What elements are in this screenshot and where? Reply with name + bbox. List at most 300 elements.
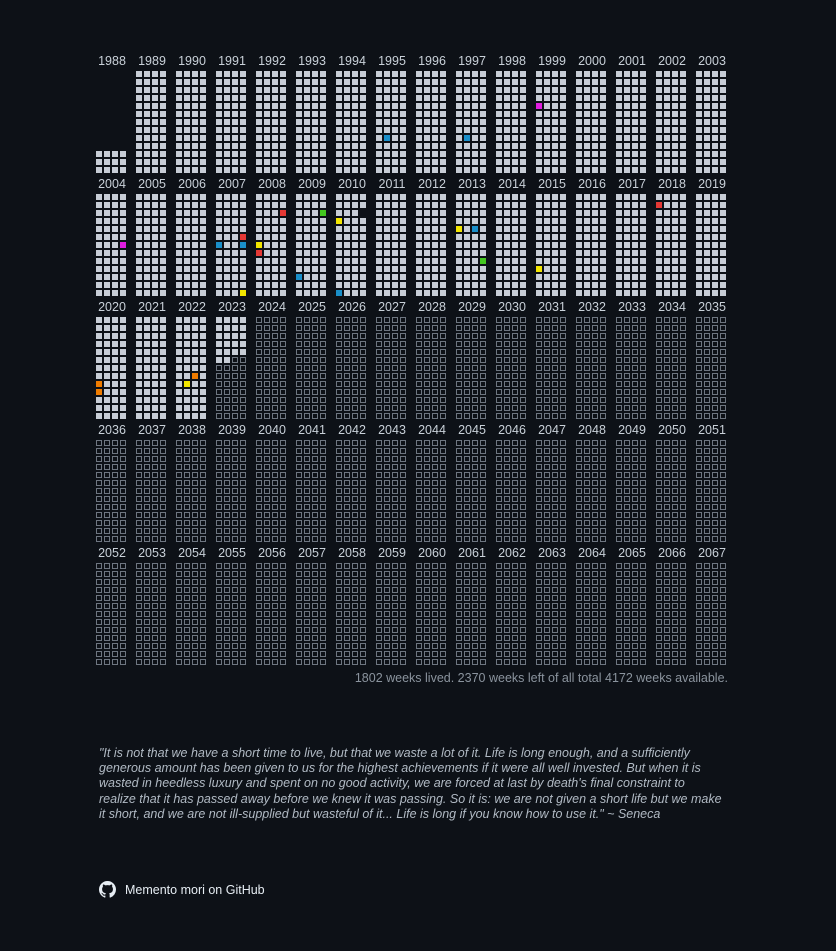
week-cell-future bbox=[704, 397, 710, 403]
week-cell-future bbox=[672, 389, 678, 395]
week-cell-future bbox=[320, 659, 326, 665]
week-cell-future bbox=[120, 496, 126, 502]
week-cell-future bbox=[536, 579, 542, 585]
week-cell-lived bbox=[256, 202, 262, 208]
week-cell-future bbox=[456, 325, 462, 331]
week-cell-future bbox=[320, 456, 326, 462]
week-cell-lived bbox=[624, 218, 630, 224]
week-cell-future bbox=[440, 635, 446, 641]
week-cell-future bbox=[560, 317, 566, 323]
week-cell-lived bbox=[352, 290, 358, 296]
week-cell-future bbox=[464, 405, 470, 411]
week-cell-lived bbox=[304, 127, 310, 133]
week-cell-future bbox=[440, 397, 446, 403]
year-weeks bbox=[616, 194, 646, 296]
week-cell-future bbox=[544, 317, 550, 323]
week-cell-lived bbox=[192, 242, 198, 248]
week-cell-future bbox=[520, 464, 526, 470]
week-cell-lived bbox=[576, 119, 582, 125]
week-cell-future bbox=[680, 440, 686, 446]
week-cell-future bbox=[440, 341, 446, 347]
week-cell-future bbox=[712, 488, 718, 494]
week-cell-future bbox=[120, 651, 126, 657]
week-cell-lived bbox=[704, 135, 710, 141]
week-cell-lived bbox=[496, 194, 502, 200]
week-cell-future bbox=[664, 488, 670, 494]
week-cell-lived bbox=[344, 202, 350, 208]
week-cell-future bbox=[432, 643, 438, 649]
week-cell-future bbox=[136, 587, 142, 593]
week-cell-future bbox=[272, 317, 278, 323]
week-cell-lived bbox=[200, 167, 206, 173]
week-cell-lived bbox=[352, 151, 358, 157]
week-cell-lived bbox=[504, 274, 510, 280]
week-cell-future bbox=[704, 464, 710, 470]
year-label: 2046 bbox=[498, 423, 526, 437]
week-cell-future bbox=[424, 520, 430, 526]
week-cell-future bbox=[320, 643, 326, 649]
week-cell-future bbox=[664, 389, 670, 395]
week-cell-lived bbox=[152, 317, 158, 323]
week-cell-future bbox=[480, 440, 486, 446]
week-cell-lived bbox=[536, 159, 542, 165]
week-cell-lived bbox=[264, 258, 270, 264]
week-cell-lived bbox=[520, 290, 526, 296]
year-label: 2042 bbox=[338, 423, 366, 437]
week-cell-future bbox=[592, 659, 598, 665]
week-cell-lived bbox=[96, 250, 102, 256]
week-cell-lived bbox=[144, 127, 150, 133]
week-cell-future bbox=[520, 472, 526, 478]
week-cell-future bbox=[136, 464, 142, 470]
week-cell-future bbox=[464, 579, 470, 585]
week-cell-future bbox=[384, 472, 390, 478]
week-cell-future bbox=[112, 571, 118, 577]
week-cell-lived bbox=[160, 325, 166, 331]
week-cell-future bbox=[224, 456, 230, 462]
week-cell-lived bbox=[456, 258, 462, 264]
week-cell-lived bbox=[552, 135, 558, 141]
week-cell-lived bbox=[264, 234, 270, 240]
week-cell-lived bbox=[176, 413, 182, 419]
week-cell-future bbox=[680, 595, 686, 601]
week-cell-future bbox=[192, 619, 198, 625]
week-cell-lived bbox=[200, 119, 206, 125]
year-weeks bbox=[216, 317, 246, 419]
week-cell-future bbox=[312, 413, 318, 419]
week-cell-future bbox=[336, 456, 342, 462]
week-cell-future bbox=[592, 528, 598, 534]
week-cell-lived bbox=[152, 226, 158, 232]
week-cell-future bbox=[584, 571, 590, 577]
week-cell-future bbox=[720, 496, 726, 502]
week-cell-future bbox=[320, 464, 326, 470]
week-cell-future bbox=[120, 587, 126, 593]
week-cell-lived bbox=[352, 266, 358, 272]
week-cell-future bbox=[696, 512, 702, 518]
week-cell-lived bbox=[504, 210, 510, 216]
week-cell-lived bbox=[680, 143, 686, 149]
week-cell-future bbox=[384, 325, 390, 331]
week-cell-lived bbox=[464, 250, 470, 256]
week-cell-lived bbox=[176, 325, 182, 331]
week-cell-lived bbox=[184, 127, 190, 133]
week-cell-future bbox=[592, 571, 598, 577]
week-cell-future bbox=[384, 520, 390, 526]
week-cell-lived bbox=[416, 87, 422, 93]
week-cell-lived bbox=[344, 290, 350, 296]
week-cell-lived bbox=[672, 111, 678, 117]
week-cell-future bbox=[672, 627, 678, 633]
week-cell-future bbox=[552, 659, 558, 665]
week-cell-future bbox=[224, 659, 230, 665]
week-cell-future bbox=[400, 472, 406, 478]
week-cell-lived bbox=[160, 234, 166, 240]
week-cell-lived bbox=[160, 413, 166, 419]
week-cell-lived bbox=[704, 159, 710, 165]
week-cell-future bbox=[144, 456, 150, 462]
week-cell-future bbox=[592, 405, 598, 411]
week-cell-future bbox=[664, 365, 670, 371]
week-cell-future bbox=[624, 333, 630, 339]
week-cell-lived bbox=[696, 282, 702, 288]
week-cell-future bbox=[384, 619, 390, 625]
week-cell-lived bbox=[680, 266, 686, 272]
week-cell-lived bbox=[160, 135, 166, 141]
week-cell-future bbox=[576, 571, 582, 577]
week-cell-lived bbox=[456, 103, 462, 109]
week-cell-future bbox=[592, 472, 598, 478]
week-cell-future bbox=[720, 520, 726, 526]
week-cell-future bbox=[392, 528, 398, 534]
week-cell-future bbox=[352, 587, 358, 593]
week-cell-future bbox=[680, 397, 686, 403]
week-cell-future bbox=[592, 611, 598, 617]
week-cell-lived bbox=[600, 274, 606, 280]
week-cell-lived bbox=[704, 167, 710, 173]
week-cell-future bbox=[584, 381, 590, 387]
week-cell-lived bbox=[552, 194, 558, 200]
week-cell-lived bbox=[144, 397, 150, 403]
week-cell-future bbox=[472, 480, 478, 486]
week-cell-lived bbox=[616, 266, 622, 272]
week-cell-future bbox=[352, 349, 358, 355]
week-cell-lived bbox=[280, 159, 286, 165]
week-cell-future bbox=[704, 595, 710, 601]
week-cell-future bbox=[624, 488, 630, 494]
week-cell-future bbox=[120, 448, 126, 454]
week-cell-lived bbox=[496, 226, 502, 232]
week-cell-future bbox=[536, 512, 542, 518]
week-cell-future bbox=[320, 448, 326, 454]
week-cell-future bbox=[104, 563, 110, 569]
week-cell-future bbox=[96, 603, 102, 609]
week-cell-lived bbox=[696, 274, 702, 280]
week-cell-lived bbox=[504, 250, 510, 256]
week-cell-future bbox=[576, 397, 582, 403]
week-cell-future bbox=[664, 536, 670, 542]
week-cell-future bbox=[184, 528, 190, 534]
week-cell-lived bbox=[296, 266, 302, 272]
week-cell-future bbox=[352, 563, 358, 569]
week-cell-lived bbox=[112, 258, 118, 264]
github-link[interactable] bbox=[99, 881, 265, 898]
week-cell-future bbox=[720, 357, 726, 363]
week-cell-future bbox=[352, 464, 358, 470]
week-cell-future bbox=[296, 619, 302, 625]
week-cell-future bbox=[240, 659, 246, 665]
week-cell-future bbox=[256, 528, 262, 534]
week-cell-lived bbox=[456, 95, 462, 101]
week-cell-future bbox=[264, 496, 270, 502]
week-cell-future bbox=[664, 317, 670, 323]
week-cell-future bbox=[560, 528, 566, 534]
week-cell-future bbox=[680, 472, 686, 478]
week-cell-future bbox=[520, 405, 526, 411]
week-cell-lived bbox=[416, 194, 422, 200]
week-cell-lived bbox=[320, 290, 326, 296]
week-cell-lived bbox=[720, 282, 726, 288]
week-cell-future bbox=[664, 659, 670, 665]
week-cell-future bbox=[616, 464, 622, 470]
week-cell-future bbox=[552, 373, 558, 379]
week-cell-future bbox=[312, 563, 318, 569]
week-cell-future bbox=[120, 512, 126, 518]
week-cell-future bbox=[712, 456, 718, 462]
week-cell-future bbox=[680, 317, 686, 323]
week-cell-lived bbox=[600, 218, 606, 224]
year-weeks bbox=[216, 440, 246, 542]
week-cell-lived bbox=[664, 226, 670, 232]
week-cell-lived bbox=[144, 274, 150, 280]
week-cell-future bbox=[712, 528, 718, 534]
week-cell-lived bbox=[320, 119, 326, 125]
week-cell-future bbox=[200, 635, 206, 641]
year-weeks bbox=[576, 317, 606, 419]
week-cell-lived bbox=[200, 87, 206, 93]
week-cell-lived bbox=[304, 258, 310, 264]
week-cell-future bbox=[664, 651, 670, 657]
week-cell-future bbox=[360, 448, 366, 454]
week-cell-future bbox=[160, 464, 166, 470]
week-cell-future bbox=[504, 448, 510, 454]
week-cell-future bbox=[432, 496, 438, 502]
week-cell-future bbox=[640, 579, 646, 585]
week-cell-lived bbox=[144, 258, 150, 264]
week-cell-lived bbox=[136, 405, 142, 411]
week-cell-future bbox=[544, 611, 550, 617]
week-cell-future bbox=[144, 440, 150, 446]
week-cell-future bbox=[376, 571, 382, 577]
week-cell-future bbox=[320, 627, 326, 633]
week-cell-lived bbox=[392, 143, 398, 149]
week-cell-future bbox=[656, 472, 662, 478]
week-cell-lived bbox=[104, 226, 110, 232]
year-label: 2056 bbox=[258, 546, 286, 560]
week-cell-lived bbox=[576, 226, 582, 232]
week-cell-lived bbox=[160, 258, 166, 264]
week-cell-lived bbox=[352, 159, 358, 165]
week-cell-lived bbox=[656, 234, 662, 240]
week-cell-future bbox=[232, 496, 238, 502]
week-cell-future bbox=[624, 413, 630, 419]
week-cell-lived bbox=[472, 218, 478, 224]
week-cell-future bbox=[680, 448, 686, 454]
year-weeks bbox=[696, 71, 726, 173]
week-cell-future bbox=[120, 480, 126, 486]
week-cell-future bbox=[440, 504, 446, 510]
week-cell-future bbox=[720, 341, 726, 347]
week-cell-future bbox=[184, 440, 190, 446]
week-cell-future bbox=[144, 595, 150, 601]
year-weeks bbox=[696, 440, 726, 542]
week-cell-future bbox=[272, 357, 278, 363]
week-cell-future bbox=[432, 317, 438, 323]
week-cell-lived bbox=[536, 202, 542, 208]
week-cell-lived bbox=[312, 159, 318, 165]
week-cell-lived bbox=[456, 266, 462, 272]
week-cell-lived bbox=[520, 234, 526, 240]
week-cell-lived bbox=[512, 135, 518, 141]
week-cell-lived bbox=[296, 218, 302, 224]
week-cell-future bbox=[496, 528, 502, 534]
week-cell-future bbox=[512, 611, 518, 617]
week-cell-future bbox=[264, 579, 270, 585]
year-label: 2028 bbox=[418, 300, 446, 314]
week-cell-future bbox=[392, 571, 398, 577]
week-cell-lived bbox=[552, 226, 558, 232]
week-cell-lived bbox=[232, 325, 238, 331]
week-cell-future bbox=[696, 504, 702, 510]
week-cell-lived bbox=[104, 397, 110, 403]
week-cell-lived bbox=[536, 250, 542, 256]
week-cell-lived bbox=[696, 111, 702, 117]
week-cell-future bbox=[640, 317, 646, 323]
week-cell-lived bbox=[184, 317, 190, 323]
week-cell-lived bbox=[352, 167, 358, 173]
week-cell-future bbox=[544, 325, 550, 331]
week-cell-lived bbox=[280, 87, 286, 93]
week-cell-lived bbox=[496, 151, 502, 157]
week-cell-lived bbox=[232, 341, 238, 347]
week-cell-future bbox=[616, 627, 622, 633]
week-cell-future bbox=[544, 397, 550, 403]
week-cell-future bbox=[632, 651, 638, 657]
week-cell-future bbox=[496, 571, 502, 577]
week-cell-lived bbox=[504, 103, 510, 109]
week-cell-lived bbox=[96, 218, 102, 224]
week-cell-lived bbox=[720, 87, 726, 93]
week-cell-future bbox=[400, 571, 406, 577]
week-cell-future bbox=[200, 488, 206, 494]
week-cell-future bbox=[536, 536, 542, 542]
week-cell-future bbox=[664, 520, 670, 526]
week-cell-lived bbox=[632, 151, 638, 157]
week-cell-future bbox=[192, 635, 198, 641]
week-cell-lived bbox=[144, 194, 150, 200]
week-cell-future bbox=[632, 579, 638, 585]
week-cell-lived bbox=[592, 95, 598, 101]
week-cell-lived bbox=[680, 290, 686, 296]
week-cell-future bbox=[712, 603, 718, 609]
week-cell-before-birth bbox=[112, 79, 118, 85]
week-cell-lived bbox=[464, 151, 470, 157]
week-cell-future bbox=[184, 659, 190, 665]
week-cell-future bbox=[664, 333, 670, 339]
week-cell-future bbox=[440, 389, 446, 395]
week-cell-future bbox=[512, 587, 518, 593]
week-cell-future bbox=[312, 635, 318, 641]
week-cell-future bbox=[576, 405, 582, 411]
week-cell-lived bbox=[104, 266, 110, 272]
week-cell-lived bbox=[512, 282, 518, 288]
week-cell-lived bbox=[496, 111, 502, 117]
week-cell-future bbox=[536, 440, 542, 446]
week-cell-future bbox=[680, 405, 686, 411]
week-cell-lived bbox=[624, 266, 630, 272]
week-cell-lived bbox=[632, 290, 638, 296]
week-cell-future bbox=[104, 448, 110, 454]
week-cell-future bbox=[712, 405, 718, 411]
week-cell-lived bbox=[392, 234, 398, 240]
week-cell-future bbox=[320, 536, 326, 542]
week-cell-lived bbox=[720, 167, 726, 173]
week-cell-future bbox=[720, 317, 726, 323]
week-cell-future bbox=[600, 333, 606, 339]
week-cell-future bbox=[720, 381, 726, 387]
week-cell-future bbox=[560, 587, 566, 593]
week-cell-lived bbox=[160, 202, 166, 208]
week-cell-lived bbox=[304, 103, 310, 109]
week-cell-lived bbox=[144, 389, 150, 395]
week-cell-lived bbox=[680, 79, 686, 85]
week-cell-future bbox=[432, 563, 438, 569]
year-weeks bbox=[496, 317, 526, 419]
week-cell-future bbox=[720, 333, 726, 339]
week-cell-future bbox=[360, 627, 366, 633]
week-cell-lived bbox=[496, 274, 502, 280]
week-cell-lived bbox=[584, 143, 590, 149]
week-cell-future bbox=[344, 333, 350, 339]
week-cell-before-birth bbox=[104, 119, 110, 125]
week-cell-lived bbox=[480, 143, 486, 149]
week-cell-future bbox=[200, 611, 206, 617]
week-cell-future bbox=[512, 456, 518, 462]
week-cell-lived bbox=[440, 290, 446, 296]
week-cell-lived bbox=[120, 282, 126, 288]
week-cell-future bbox=[400, 464, 406, 470]
week-cell-before-birth bbox=[96, 95, 102, 101]
week-cell-lived bbox=[144, 159, 150, 165]
week-cell-lived bbox=[560, 202, 566, 208]
week-cell-lived bbox=[152, 87, 158, 93]
week-cell-lived bbox=[312, 127, 318, 133]
week-cell-future bbox=[640, 456, 646, 462]
week-cell-future bbox=[296, 440, 302, 446]
week-cell-lived bbox=[176, 349, 182, 355]
week-cell-lived bbox=[720, 103, 726, 109]
week-cell-future bbox=[360, 333, 366, 339]
year-weeks bbox=[96, 194, 126, 296]
week-cell-lived bbox=[312, 167, 318, 173]
week-cell-lived bbox=[304, 111, 310, 117]
week-cell-lived bbox=[136, 242, 142, 248]
week-cell-future bbox=[264, 472, 270, 478]
week-cell-lived bbox=[600, 103, 606, 109]
week-cell-lived bbox=[712, 234, 718, 240]
week-cell-future bbox=[440, 651, 446, 657]
week-cell-future bbox=[296, 397, 302, 403]
